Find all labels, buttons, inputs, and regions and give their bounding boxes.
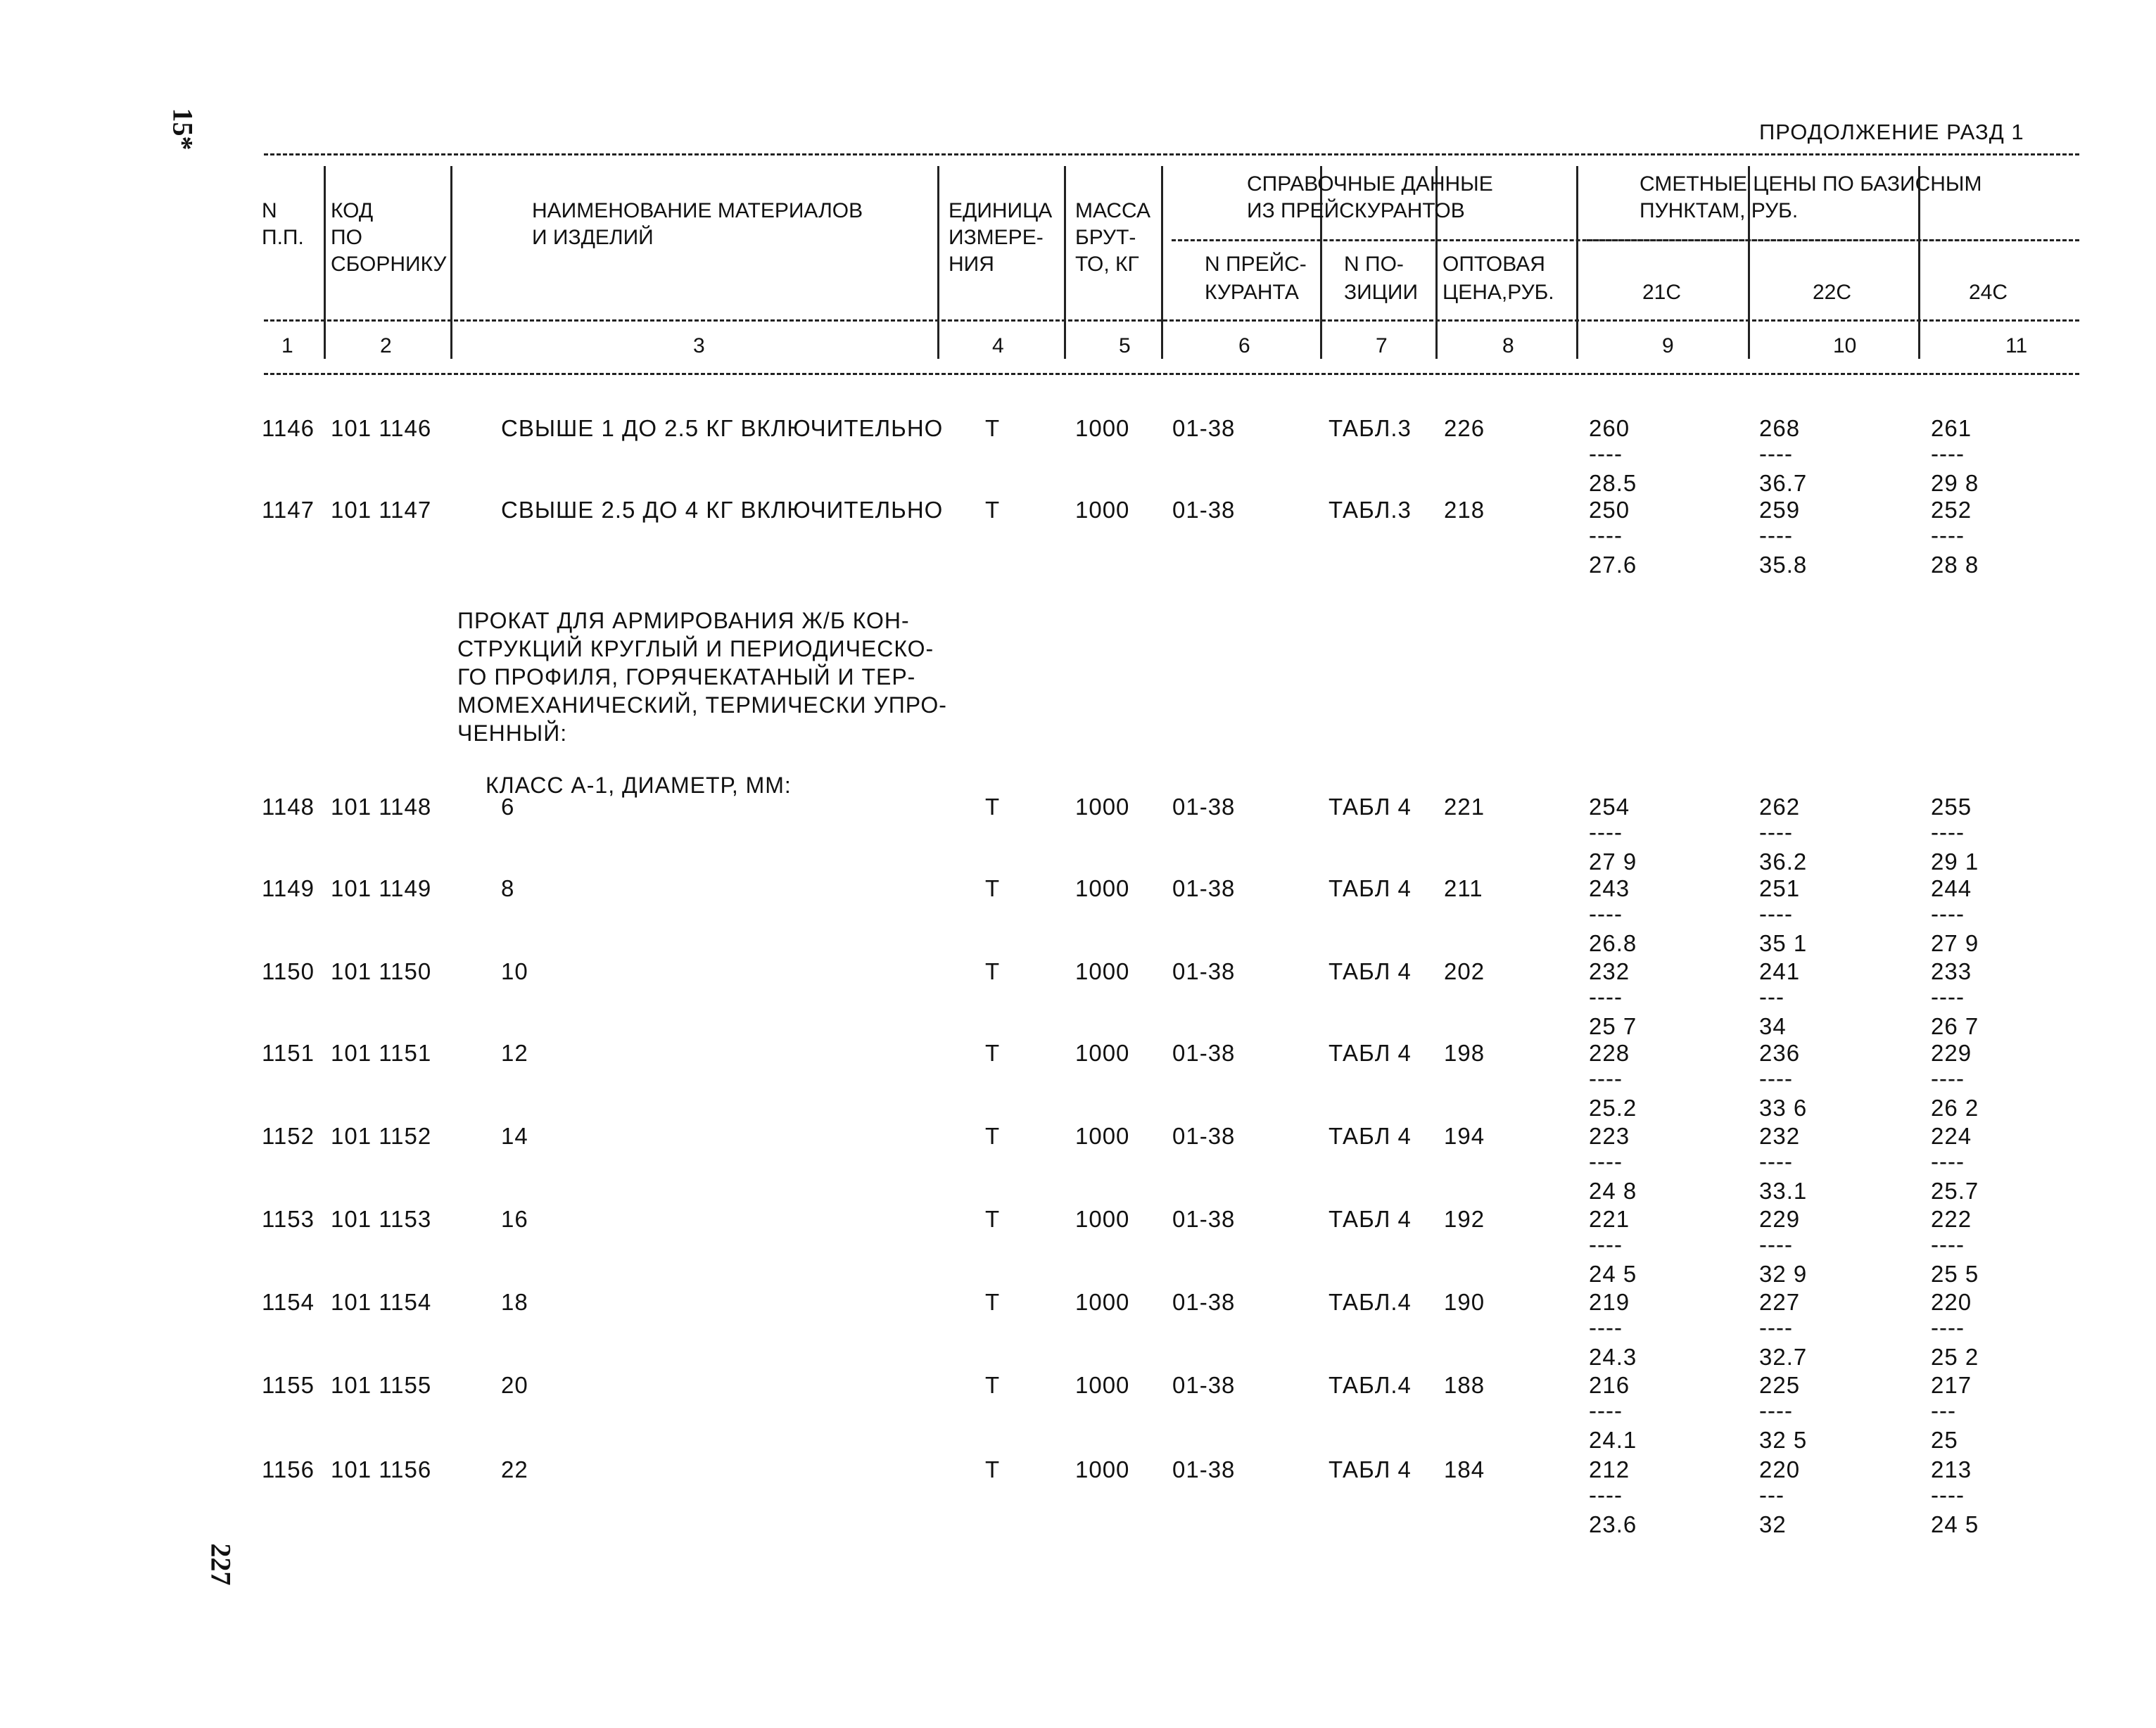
price-22c: 241 [1759, 958, 1801, 984]
hdr-c7-l1: N ПО- [1344, 253, 1404, 276]
column-number: 2 [380, 334, 392, 357]
cell-list: 01-38 [1172, 1372, 1236, 1398]
cell-list: 01-38 [1172, 1206, 1236, 1232]
price-24c-divider: ---- [1931, 819, 1965, 845]
cell-name: 22 [501, 1456, 528, 1482]
cell-name: 8 [501, 875, 515, 901]
cell-mass: 1000 [1075, 875, 1130, 901]
price-22c-divider: ---- [1759, 522, 1793, 548]
hdr-c11: 24С [1969, 281, 2008, 304]
price-21c-divider: ---- [1589, 440, 1623, 466]
column-number: 1 [281, 334, 293, 357]
cell-price: 192 [1444, 1206, 1485, 1232]
price-22c-divider: --- [1759, 1482, 1784, 1508]
header-column-separator [324, 166, 326, 359]
column-number: 5 [1119, 334, 1131, 357]
hdr-group2-l1: СМЕТНЫЕ ЦЕНЫ ПО БАЗИСНЫМ [1640, 172, 1982, 196]
price-24c-sub: 25 2 [1931, 1344, 1979, 1370]
hdr-c1-l2: П.П. [262, 226, 304, 249]
price-22c-divider: ---- [1759, 1065, 1793, 1091]
cell-price: 218 [1444, 497, 1485, 523]
cell-pos: ТАБЛ.3 [1329, 497, 1412, 523]
price-24c-sub: 27 9 [1931, 930, 1979, 956]
header-mid-rule [264, 319, 2079, 322]
cell-mass: 1000 [1075, 1372, 1130, 1398]
cell-pos: ТАБЛ 4 [1329, 1040, 1412, 1066]
hdr-c3-l2: И ИЗДЕЛИЙ [532, 226, 654, 249]
price-21c-sub: 24.1 [1589, 1427, 1637, 1453]
column-number: 4 [992, 334, 1004, 357]
price-21c: 221 [1589, 1206, 1630, 1232]
cell-code: 101 1154 [331, 1289, 432, 1315]
cell-unit: Т [985, 1372, 1001, 1398]
header-column-separator [937, 166, 939, 359]
cell-code: 101 1146 [331, 415, 432, 441]
cell-name: 20 [501, 1372, 528, 1398]
column-number: 8 [1502, 334, 1514, 357]
cell-unit: Т [985, 1123, 1001, 1149]
cell-unit: Т [985, 1456, 1001, 1482]
hdr-c4-l3: НИЯ [949, 253, 994, 276]
cell-code: 101 1149 [331, 875, 432, 901]
hdr-c2-l2: ПО [331, 226, 362, 249]
hdr-c3-l1: НАИМЕНОВАНИЕ МАТЕРИАЛОВ [532, 199, 863, 222]
header-bottom-rule [264, 373, 2079, 375]
cell-code: 101 1152 [331, 1123, 432, 1149]
cell-mass: 1000 [1075, 1123, 1130, 1149]
cell-name: 10 [501, 958, 528, 984]
cell-unit: Т [985, 1040, 1001, 1066]
price-21c: 250 [1589, 497, 1630, 523]
cell-n: 1146 [262, 415, 315, 441]
hdr-c8-l2: ЦЕНА,РУБ. [1442, 281, 1554, 304]
section-desc-line-1: ПРОКАТ ДЛЯ АРМИРОВАНИЯ Ж/Б КОН- [457, 608, 910, 633]
price-22c-divider: --- [1759, 984, 1784, 1010]
price-22c-sub: 32.7 [1759, 1344, 1808, 1370]
column-number: 10 [1833, 334, 1857, 357]
cell-code: 101 1151 [331, 1040, 432, 1066]
cell-pos: ТАБЛ.3 [1329, 415, 1412, 441]
cell-code: 101 1156 [331, 1456, 432, 1482]
price-21c: 223 [1589, 1123, 1630, 1149]
price-22c: 227 [1759, 1289, 1801, 1315]
price-24c-divider: ---- [1931, 1231, 1965, 1257]
price-24c: 220 [1931, 1289, 1972, 1315]
price-21c-sub: 24 8 [1589, 1178, 1637, 1204]
price-24c-sub: 24 5 [1931, 1511, 1979, 1537]
price-21c-divider: ---- [1589, 1231, 1623, 1257]
price-24c-divider: ---- [1931, 984, 1965, 1010]
cell-n: 1151 [262, 1040, 315, 1066]
price-24c: 213 [1931, 1456, 1972, 1482]
price-24c-sub: 26 2 [1931, 1095, 1979, 1121]
cell-unit: Т [985, 497, 1001, 523]
cell-unit: Т [985, 415, 1001, 441]
price-24c-divider: ---- [1931, 901, 1965, 927]
cell-price: 226 [1444, 415, 1485, 441]
price-21c-divider: ---- [1589, 1065, 1623, 1091]
price-22c-sub: 33.1 [1759, 1178, 1808, 1204]
price-21c: 232 [1589, 958, 1630, 984]
section-class-label: КЛАСС А-1, ДИАМЕТР, ММ: [486, 773, 792, 798]
price-22c: 236 [1759, 1040, 1801, 1066]
price-22c: 229 [1759, 1206, 1801, 1232]
price-22c: 251 [1759, 875, 1801, 901]
cell-n: 1154 [262, 1289, 315, 1315]
cell-code: 101 1148 [331, 794, 432, 820]
cell-list: 01-38 [1172, 875, 1236, 901]
price-24c: 229 [1931, 1040, 1972, 1066]
price-22c-sub: 35 1 [1759, 930, 1808, 956]
hdr-c5-l2: БРУТ- [1075, 226, 1136, 249]
hdr-group1-l1: СПРАВОЧНЫЕ ДАННЫЕ [1247, 172, 1493, 196]
price-24c-sub: 25.7 [1931, 1178, 1979, 1204]
price-24c: 224 [1931, 1123, 1972, 1149]
price-21c-divider: ---- [1589, 1397, 1623, 1423]
price-21c-sub: 25.2 [1589, 1095, 1637, 1121]
price-24c-sub: 25 [1931, 1427, 1958, 1453]
cell-unit: Т [985, 958, 1001, 984]
price-22c: 259 [1759, 497, 1801, 523]
cell-n: 1148 [262, 794, 315, 820]
column-number: 7 [1376, 334, 1388, 357]
price-24c-divider: ---- [1931, 1148, 1965, 1174]
cell-price: 198 [1444, 1040, 1485, 1066]
price-24c: 255 [1931, 794, 1972, 820]
hdr-c5-l3: ТО, КГ [1075, 253, 1139, 276]
continuation-label: ПРОДОЛЖЕНИЕ РАЗД 1 [1759, 120, 2024, 144]
cell-pos: ТАБЛ 4 [1329, 1206, 1412, 1232]
column-number: 9 [1662, 334, 1674, 357]
hdr-c4-l2: ИЗМЕРЕ- [949, 226, 1044, 249]
price-21c-sub: 28.5 [1589, 470, 1637, 496]
hdr-c2-l1: КОД [331, 199, 374, 222]
price-24c-divider: --- [1931, 1397, 1956, 1423]
price-22c-sub: 32 5 [1759, 1427, 1808, 1453]
cell-mass: 1000 [1075, 497, 1130, 523]
cell-pos: ТАБЛ 4 [1329, 958, 1412, 984]
cell-mass: 1000 [1075, 794, 1130, 820]
cell-n: 1155 [262, 1372, 315, 1398]
price-22c-sub: 32 [1759, 1511, 1787, 1537]
price-24c: 217 [1931, 1372, 1972, 1398]
cell-code: 101 1147 [331, 497, 432, 523]
hdr-c6-l2: КУРАНТА [1205, 281, 1299, 304]
cell-list: 01-38 [1172, 415, 1236, 441]
price-24c-sub: 25 5 [1931, 1261, 1979, 1287]
price-22c: 268 [1759, 415, 1801, 441]
price-21c-sub: 23.6 [1589, 1511, 1637, 1537]
cell-code: 101 1150 [331, 958, 432, 984]
cell-name: 12 [501, 1040, 528, 1066]
section-desc-line-3: ГО ПРОФИЛЯ, ГОРЯЧЕКАТАНЫЙ И ТЕР- [457, 664, 916, 690]
price-21c: 228 [1589, 1040, 1630, 1066]
price-22c: 262 [1759, 794, 1801, 820]
price-21c-sub: 24 5 [1589, 1261, 1637, 1287]
price-22c-divider: ---- [1759, 819, 1793, 845]
price-24c-divider: ---- [1931, 1314, 1965, 1340]
cell-price: 211 [1444, 875, 1483, 901]
cell-mass: 1000 [1075, 958, 1130, 984]
cell-name: 18 [501, 1289, 528, 1315]
column-number: 3 [693, 334, 705, 357]
cell-price: 188 [1444, 1372, 1485, 1398]
cell-name: СВЫШЕ 1 ДО 2.5 КГ ВКЛЮЧИТЕЛЬНО [501, 415, 944, 441]
price-24c-sub: 29 1 [1931, 849, 1979, 875]
price-22c-sub: 36.7 [1759, 470, 1808, 496]
header-top-rule [264, 153, 2079, 155]
hdr-c2-l3: СБОРНИКУ [331, 253, 447, 276]
price-22c-divider: ---- [1759, 1231, 1793, 1257]
price-22c-divider: ---- [1759, 440, 1793, 466]
price-21c-divider: ---- [1589, 1482, 1623, 1508]
price-24c: 261 [1931, 415, 1972, 441]
price-22c-sub: 34 [1759, 1013, 1787, 1039]
price-24c: 252 [1931, 497, 1972, 523]
price-24c-divider: ---- [1931, 1065, 1965, 1091]
price-21c-divider: ---- [1589, 1148, 1623, 1174]
column-number: 6 [1238, 334, 1250, 357]
price-21c-divider: ---- [1589, 901, 1623, 927]
price-21c-sub: 25 7 [1589, 1013, 1637, 1039]
section-desc-line-4: МОМЕХАНИЧЕСКИЙ, ТЕРМИЧЕСКИ УПРО- [457, 692, 947, 718]
price-22c-divider: ---- [1759, 1148, 1793, 1174]
cell-list: 01-38 [1172, 1040, 1236, 1066]
price-24c: 233 [1931, 958, 1972, 984]
price-22c-divider: ---- [1759, 1314, 1793, 1340]
price-21c: 212 [1589, 1456, 1630, 1482]
cell-mass: 1000 [1075, 1289, 1130, 1315]
cell-price: 184 [1444, 1456, 1485, 1482]
hdr-c9: 21С [1642, 281, 1682, 304]
price-21c-sub: 26.8 [1589, 930, 1637, 956]
price-22c: 220 [1759, 1456, 1801, 1482]
price-22c-sub: 35.8 [1759, 552, 1808, 578]
cell-n: 1149 [262, 875, 315, 901]
cell-list: 01-38 [1172, 1289, 1236, 1315]
cell-price: 202 [1444, 958, 1485, 984]
price-21c: 260 [1589, 415, 1630, 441]
price-21c-divider: ---- [1589, 819, 1623, 845]
cell-unit: Т [985, 1206, 1001, 1232]
price-22c-sub: 33 6 [1759, 1095, 1808, 1121]
cell-pos: ТАБЛ.4 [1329, 1289, 1412, 1315]
cell-list: 01-38 [1172, 794, 1236, 820]
price-24c: 222 [1931, 1206, 1972, 1232]
price-24c-sub: 28 8 [1931, 552, 1979, 578]
price-21c-sub: 27.6 [1589, 552, 1637, 578]
cell-unit: Т [985, 794, 1001, 820]
cell-n: 1153 [262, 1206, 315, 1232]
price-21c-divider: ---- [1589, 1314, 1623, 1340]
price-21c-divider: ---- [1589, 522, 1623, 548]
cell-list: 01-38 [1172, 1123, 1236, 1149]
cell-name: 16 [501, 1206, 528, 1232]
page-number: 227 [205, 1543, 237, 1586]
cell-list: 01-38 [1172, 958, 1236, 984]
price-21c-sub: 24.3 [1589, 1344, 1637, 1370]
header-column-separator [1064, 166, 1066, 359]
price-24c-divider: ---- [1931, 522, 1965, 548]
cell-unit: Т [985, 875, 1001, 901]
cell-pos: ТАБЛ 4 [1329, 875, 1412, 901]
cell-name: 14 [501, 1123, 528, 1149]
hdr-group1-l2: ИЗ ПРЕЙСКУРАНТОВ [1247, 199, 1465, 222]
price-24c-divider: ---- [1931, 440, 1965, 466]
hdr-group2-l2: ПУНКТАМ, РУБ. [1640, 199, 1799, 222]
cell-n: 1152 [262, 1123, 315, 1149]
cell-mass: 1000 [1075, 1040, 1130, 1066]
price-22c-divider: ---- [1759, 1397, 1793, 1423]
hdr-c4-l1: ЕДИНИЦА [949, 199, 1053, 222]
hdr-c8-l1: ОПТОВАЯ [1442, 253, 1545, 276]
hdr-c10: 22С [1813, 281, 1852, 304]
cell-code: 101 1155 [331, 1372, 432, 1398]
cell-pos: ТАБЛ 4 [1329, 1123, 1412, 1149]
header-column-separator [1576, 166, 1578, 359]
page-mark-top: 15* [167, 108, 199, 151]
price-21c: 243 [1589, 875, 1630, 901]
price-21c-divider: ---- [1589, 984, 1623, 1010]
cell-pos: ТАБЛ 4 [1329, 1456, 1412, 1482]
hdr-c6-l1: N ПРЕЙС- [1205, 253, 1307, 276]
hdr-c1-l1: N [262, 199, 277, 222]
price-24c-sub: 29 8 [1931, 470, 1979, 496]
cell-pos: ТАБЛ.4 [1329, 1372, 1412, 1398]
cell-mass: 1000 [1075, 1206, 1130, 1232]
price-24c-divider: ---- [1931, 1482, 1965, 1508]
cell-unit: Т [985, 1289, 1001, 1315]
cell-mass: 1000 [1075, 1456, 1130, 1482]
cell-name: СВЫШЕ 2.5 ДО 4 КГ ВКЛЮЧИТЕЛЬНО [501, 497, 944, 523]
price-24c-sub: 26 7 [1931, 1013, 1979, 1039]
cell-mass: 1000 [1075, 415, 1130, 441]
price-22c: 232 [1759, 1123, 1801, 1149]
group-sub-rule-2 [1587, 239, 2079, 241]
price-22c: 225 [1759, 1372, 1801, 1398]
cell-pos: ТАБЛ 4 [1329, 794, 1412, 820]
section-desc-line-2: СТРУКЦИЙ КРУГЛЫЙ И ПЕРИОДИЧЕСКО- [457, 636, 934, 661]
section-desc-line-5: ЧЕННЫЙ: [457, 720, 568, 746]
cell-list: 01-38 [1172, 1456, 1236, 1482]
cell-price: 190 [1444, 1289, 1485, 1315]
column-number: 11 [2005, 334, 2028, 357]
price-24c: 244 [1931, 875, 1972, 901]
price-22c-sub: 32 9 [1759, 1261, 1808, 1287]
price-22c-sub: 36.2 [1759, 849, 1808, 875]
price-21c: 216 [1589, 1372, 1630, 1398]
price-22c-divider: ---- [1759, 901, 1793, 927]
price-21c: 254 [1589, 794, 1630, 820]
cell-n: 1156 [262, 1456, 315, 1482]
price-21c: 219 [1589, 1289, 1630, 1315]
cell-name: 6 [501, 794, 515, 820]
price-21c-sub: 27 9 [1589, 849, 1637, 875]
hdr-c5-l1: МАССА [1075, 199, 1151, 222]
header-column-separator [450, 166, 452, 359]
cell-n: 1150 [262, 958, 315, 984]
hdr-c7-l2: ЗИЦИИ [1344, 281, 1418, 304]
cell-price: 194 [1444, 1123, 1485, 1149]
cell-n: 1147 [262, 497, 315, 523]
cell-price: 221 [1444, 794, 1485, 820]
cell-code: 101 1153 [331, 1206, 432, 1232]
cell-list: 01-38 [1172, 497, 1236, 523]
header-column-separator [1161, 166, 1163, 359]
